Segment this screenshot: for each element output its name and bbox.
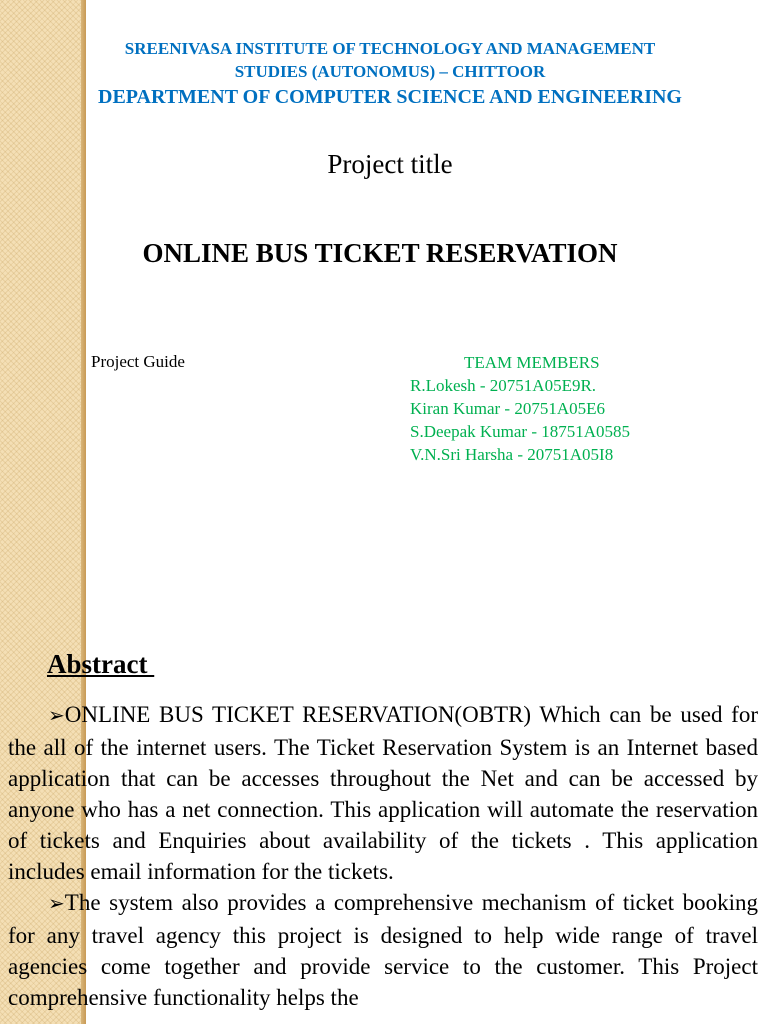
project-name: ONLINE BUS TICKET RESERVATION [142, 238, 618, 268]
bullet-arrow-icon: ➢ [48, 893, 65, 915]
project-title-label: Project title [327, 149, 453, 179]
team-members-block [410, 351, 630, 466]
abstract-paragraph [8, 699, 758, 887]
abstract-paragraph-text: ONLINE BUS TICKET RESERVATION(OBTR) Which can be used for the all of the internet users. The Ticket Reservation System is an Internet based application that can be accesses throughout the Net and can be accessed by anyone who has a net connection. This application will automate the reservation of tickets and Enquiries about availability of the tickets . This application includes email information for the tickets. [8, 702, 758, 884]
abstract-paragraph [8, 887, 758, 1013]
institute-name-line2: STUDIES (AUTONOMUS) – CHITTOOR [234, 62, 546, 81]
team-member-item: Kiran Kumar - 20751A05E6 [410, 399, 605, 418]
team-member-item: R.Lokesh - 20751A05E9R. [410, 376, 597, 395]
institute-name-line1: SREENIVASA INSTITUTE OF TECHNOLOGY AND MANAGEMENT [124, 39, 656, 58]
abstract-heading: Abstract [47, 649, 155, 679]
department-name: DEPARTMENT OF COMPUTER SCIENCE AND ENGINEERING [98, 86, 682, 108]
project-guide-label: Project Guide [91, 352, 185, 371]
team-members-heading: TEAM MEMBERS [464, 353, 600, 372]
team-member-item: V.N.Sri Harsha - 20751A05I8 [410, 445, 614, 464]
abstract-paragraph-text: The system also provides a comprehensive mechanism of ticket booking for any travel agency this project is designed to help wide range of travel agencies come together and provide service to the customer. This Project comprehensive functionality helps the [8, 890, 758, 1010]
team-member-item: S.Deepak Kumar - 18751A0585 [410, 422, 631, 441]
abstract-body [8, 699, 758, 1013]
bullet-arrow-icon: ➢ [48, 705, 65, 727]
